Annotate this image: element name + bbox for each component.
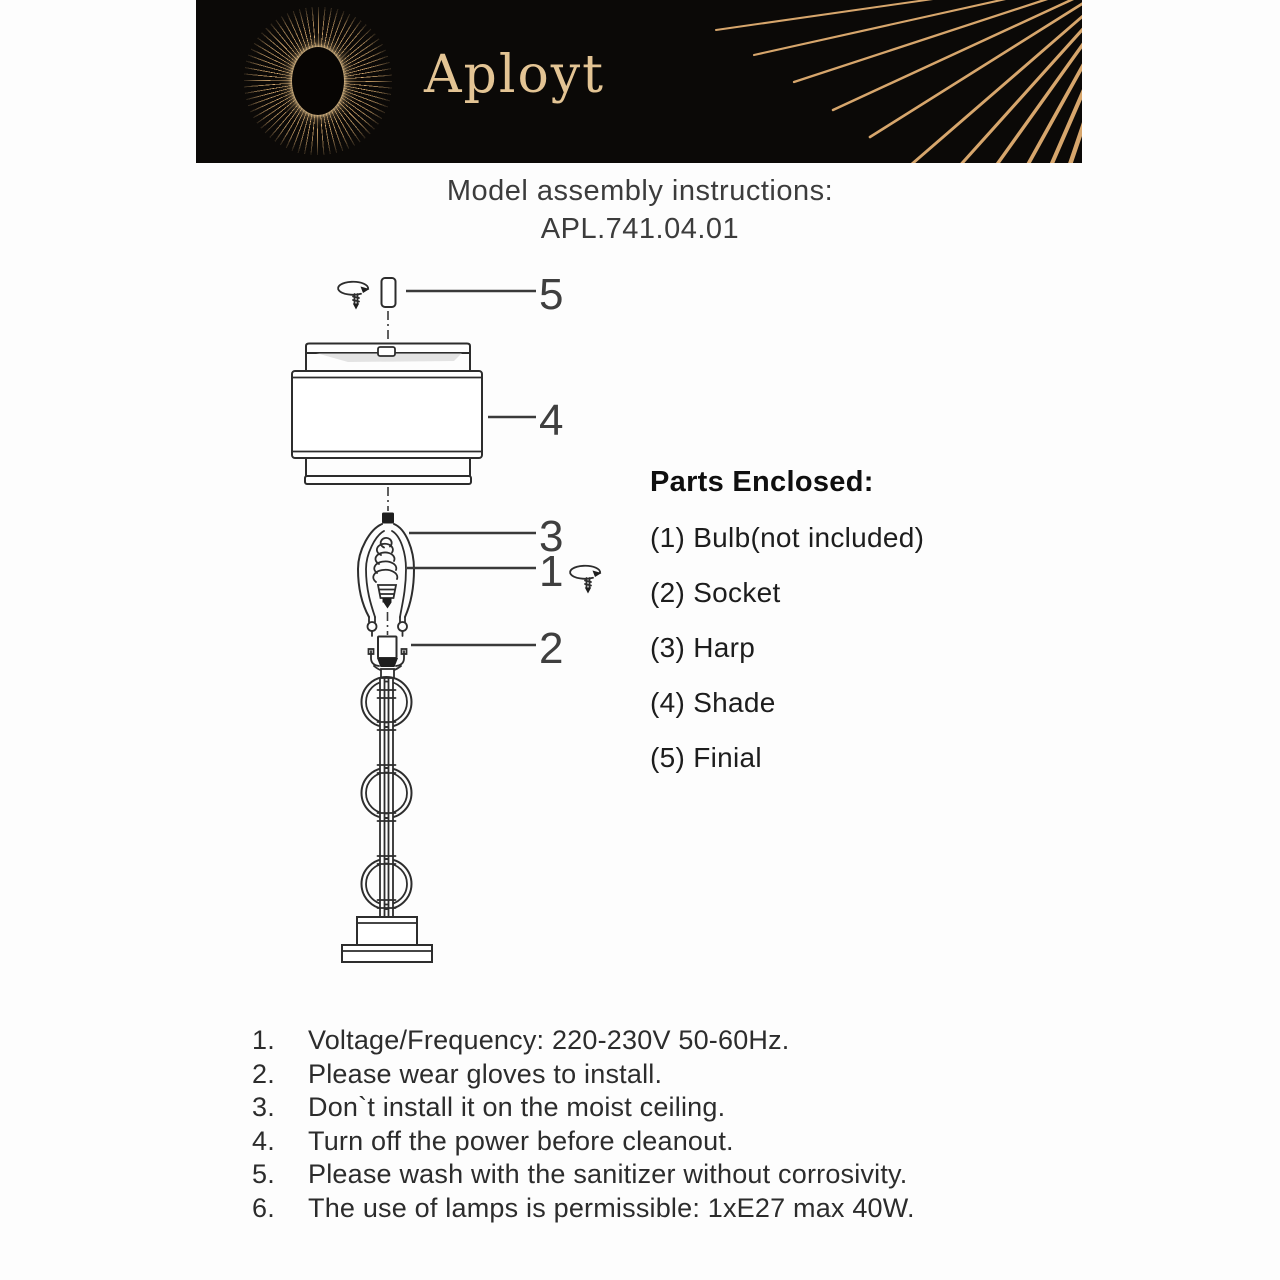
title-block	[0, 172, 1280, 248]
instruction-text: Please wash with the sanitizer without corrosivity.	[308, 1159, 908, 1190]
harp-drawing	[358, 513, 536, 637]
assembly-diagram	[230, 265, 630, 1005]
instruction-text: Voltage/Frequency: 220-230V 50-60Hz.	[308, 1025, 790, 1055]
brand-name: Aployt	[424, 45, 606, 105]
instruction-text: Please wear gloves to install.	[308, 1058, 663, 1089]
shade-drawing	[292, 344, 536, 485]
part-item-harp: (3) Harp	[650, 632, 756, 663]
parts-enclosed-title: Parts Enclosed:	[650, 466, 874, 498]
instruction-number: 5.	[252, 1159, 275, 1190]
parts-enclosed-section	[650, 466, 1030, 774]
part-item-shade: (4) Shade	[650, 687, 776, 718]
instruction-row	[252, 1024, 1082, 1058]
instruction-text: Turn off the power before cleanout.	[308, 1125, 734, 1156]
instruction-number: 3.	[252, 1092, 275, 1123]
instruction-row	[252, 1091, 1082, 1125]
callout-harp: 3	[539, 512, 564, 561]
part-item-finial: (5) Finial	[650, 742, 762, 773]
bulb-drawing	[373, 538, 601, 609]
callout-bulb: 1	[539, 547, 564, 596]
instruction-row	[252, 1192, 1082, 1226]
instruction-number: 4.	[252, 1125, 275, 1156]
part-item-socket: (2) Socket	[650, 577, 781, 608]
part-item-bulb: (1) Bulb(not included)	[650, 522, 925, 553]
socket-drawing	[369, 637, 537, 679]
rotate-screw-icon	[570, 566, 601, 594]
page-title: Model assembly instructions:	[446, 175, 834, 207]
ring	[362, 859, 412, 909]
instruction-number: 1.	[252, 1025, 275, 1055]
finial-part	[382, 278, 396, 307]
ring	[362, 677, 412, 727]
ring	[362, 768, 412, 818]
finial-drawing	[338, 278, 536, 310]
callout-shade: 4	[539, 396, 564, 445]
instruction-number: 2.	[252, 1058, 275, 1089]
lamp-body-drawing	[362, 677, 412, 917]
instruction-row	[252, 1125, 1082, 1159]
instruction-row	[252, 1158, 1082, 1192]
callout-finial: 5	[539, 270, 564, 319]
instruction-text: The use of lamps is permissible: 1xE27 max 40W.	[308, 1192, 915, 1223]
instruction-text: Don`t install it on the moist ceiling.	[308, 1092, 726, 1123]
instruction-number: 6.	[252, 1192, 275, 1223]
callout-socket: 2	[539, 624, 564, 673]
rotate-screw-icon	[338, 282, 369, 310]
base-drawing	[342, 917, 432, 962]
model-number: APL.741.04.01	[540, 213, 740, 245]
safety-instructions-list	[252, 1024, 1082, 1226]
corner-rays-decoration	[196, 0, 1082, 163]
instruction-row	[252, 1058, 1082, 1092]
brand-banner	[196, 0, 1082, 163]
